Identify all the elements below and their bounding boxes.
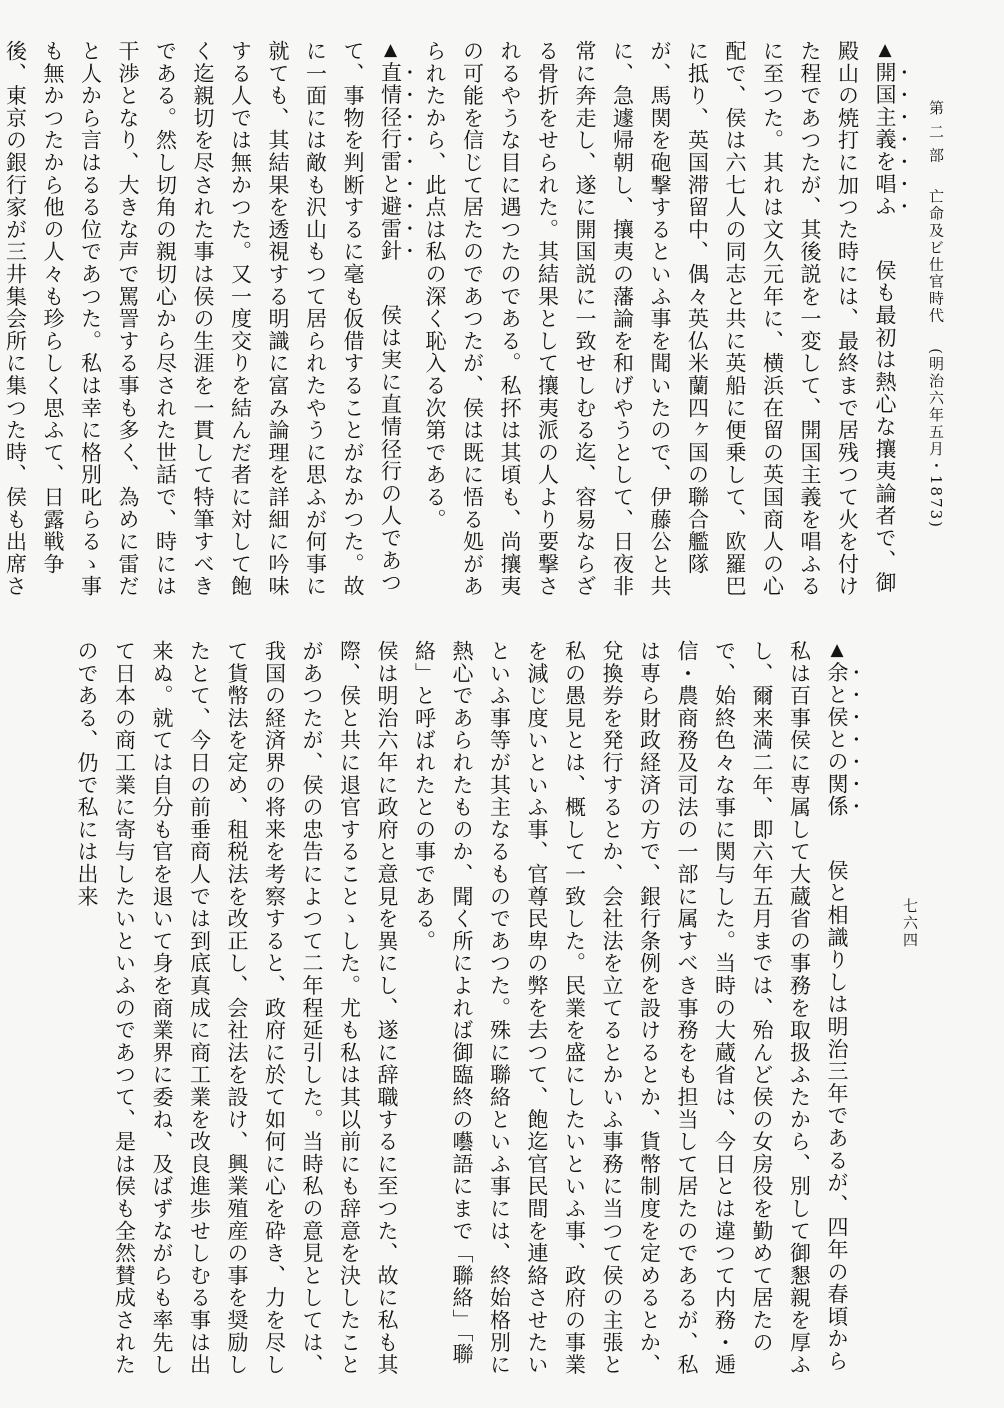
header-date: (明治六年五月・1873) — [927, 348, 945, 529]
upper-text-block — [3, 40, 910, 600]
section-body-1: 侯も最初は熱心な攘夷論者で、御殿山の焼打に加つた時には、最終まで居残つて火を付けた程であつたが、其後説を一変して、開国主義を唱ふるに至つた。其れは文久元年に、横浜在留の英国商人の心配で、侯は六七人の同志と共に英船に便乗して、欧羅巴に抵り、英国滞留中、偶々英仏米蘭四ヶ国の聯合艦隊が、馬関を砲撃するといふ事を聞いたので、伊藤公と共に、急遽帰朝し、攘夷の藩論を和げやうとして、日夜非常に奔走し、遂に開国説に一致せしむる迄、容易ならざる骨折をせられた。其結果として攘夷派の人より要撃されるやうな目に遇つたのである。私抔は其頃も、尚攘夷の可能を信じて居たのであつたが、侯は既に悟る処があられたから、此点は私の深く恥入る次第である。 — [423, 40, 897, 598]
triangle-mark-icon: ▲ — [380, 40, 401, 62]
running-header — [922, 100, 950, 529]
section-heading-3: 余と侯との関係 — [825, 661, 849, 818]
triangle-mark-icon: ▲ — [827, 640, 847, 662]
section-opening-3 — [405, 640, 862, 1380]
section-heading-1: 開国主義を唱ふ — [873, 61, 897, 218]
section-opening-2 — [0, 40, 416, 600]
page-number: 七六四 — [901, 898, 919, 949]
header-part: 第 二 部 — [927, 100, 945, 165]
lower-text-block — [72, 640, 862, 1380]
section-body-3a: 侯と相識りしは明治三年であるが、四年の春頃から私は百事侯に専属して大蔵省の事務を取扱ふたから、別して御懇親を厚ふし、爾来満二年、即六年五月までは、殆んど侯の女房役を勤めて居たので、始終色々な事に関与した。当時の大蔵省は、今日とは違つて内務・逓信・農商務及司法の一部に属すべき事務をも担当して居たのであるが、私は専ら財政経済の方で、銀行条例を設けるとか、貨幣制度を定めるとか、兌換券を発行するとか、会社法を立てるとかいふ事務に当つて侯の主張と私の愚見とは、概して一致した。民業を盛にしたいといふ事、政府の事業を減じ度いといふ事、官尊民卑の弊を去つて、飽迄官民間を連絡させたいといふ事等が其主なるものであつた。殊に聯絡といふ事には、終始格別に熱心であられたものか、聞く所によれば御臨終の囈語にまで「聯絡」「聯絡」と呼ばれたとの事である。 — [412, 640, 849, 1376]
section-heading-2: 直情径行雷と避雷針 — [378, 61, 403, 263]
section-body-3b: 侯は明治六年に政府と意見を異にし、遂に辞職するに至つた、故に私も其際、侯と共に退官することゝした。尤も私は其以前にも辞意を決したことがあつたが、侯の忠告によつて二年程延引した。当時私の意見としては、我国の経済界の将来を考察すると、政府に於て如何に心を砕き、力を尽して貨幣法を定め、租税法を改正し、会社法を設け、興業殖産の事を奨励したとて、今日の前垂商人では到底真成に商工業を改良進歩せしむる事は出来ぬ。就ては自分も官を退いて身を商業界に委ね、及ばずながらも率先して日本の商工業に寄与したいといふのであつて、是は侯も全然賛成されたのである、仍で私には出来 — [75, 640, 399, 1376]
triangle-mark-icon: ▲ — [875, 40, 895, 62]
section-body-2: 侯は実に直情径行の人であつて、事物を判断するに毫も仮借することがなかつた。故に一面には敵も沢山もつて居られたやうに思ふが何事に就ても、其結果を透視する明識に富み論理を詳細に吟味する人では無かつた。又一度交りを結んだ者に対して飽く迄親切を尽された事は侯の生涯を一貫して特筆すべきである。然し切角の親切心から尽された世話で、時には干渉となり、大きな声で罵詈する事も多く、為めに雷だと人から言はるる位であつた。私は幸に格別叱らるゝ事も無かつたから他の人々も珍らしく思ふて、日露戦争後、東京の銀行家が三井集会所に集つた時、侯も出席さ — [3, 40, 403, 598]
header-title: 亡命及ビ仕官時代 — [927, 188, 945, 325]
section-opening-1 — [416, 40, 911, 600]
